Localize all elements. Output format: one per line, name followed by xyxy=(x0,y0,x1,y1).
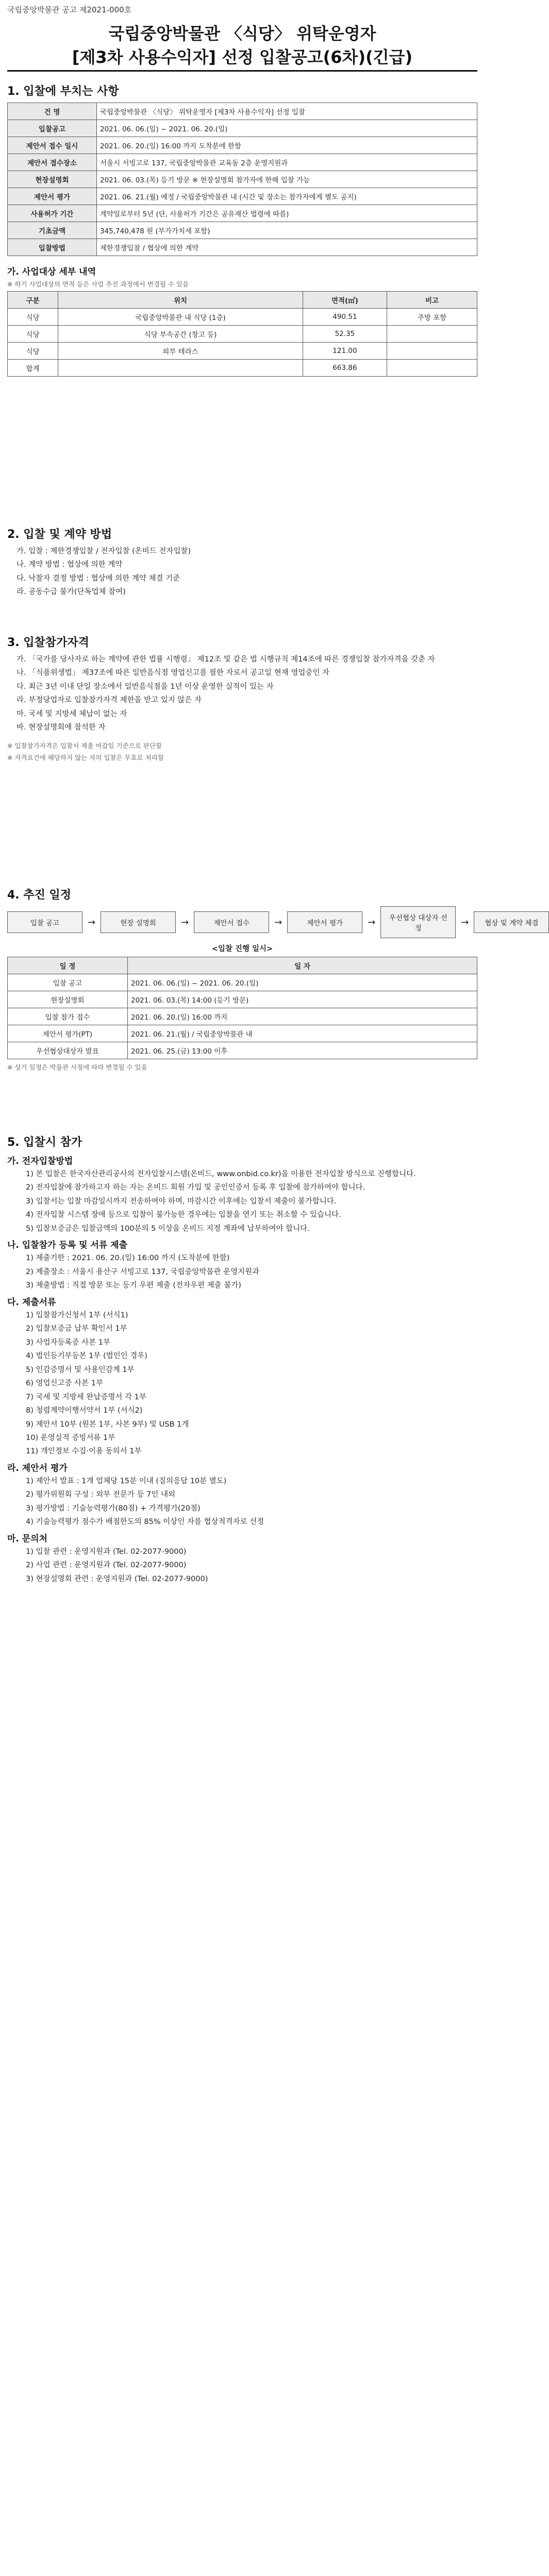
row-value: 2021. 06. 21.(월) 예정 / 국립중앙박물관 내 (시간 및 장소는 참가자에게 별도 공지) xyxy=(97,188,477,205)
row-label: 입찰공고 xyxy=(8,120,97,137)
list-item: 5) 인감증명서 및 사용인감계 1부 xyxy=(26,1365,135,1374)
schedule-step: 현장 설명회 xyxy=(101,911,176,933)
table-cell: 2021. 06. 20.(일) 16:00 까지 xyxy=(128,1008,477,1025)
section-bid-method xyxy=(7,526,477,600)
table-cell: 식당 부속공간 (창고 등) xyxy=(58,326,303,343)
section-bid-participation xyxy=(7,1133,477,1587)
schedule-note: ※ 상기 일정은 박물관 사정에 따라 변경될 수 있음 xyxy=(7,1063,147,1072)
list-item: 2) 사업 관련 : 운영지원과 (Tel. 02-2077-9000) xyxy=(26,1561,187,1570)
list-item: 나. 계약 방법 : 협상에 의한 계약 xyxy=(16,561,123,569)
section-schedule xyxy=(7,886,539,1075)
table-cell: 121.00 xyxy=(303,343,387,360)
list-item: 5) 입찰보증금은 입찰금액의 100분의 5 이상을 온비드 지정 계좌에 납부하여야 합니다. xyxy=(26,1224,310,1233)
list-item: 가. 입찰 : 제한경쟁입찰 / 전자입찰 (온비드 전자입찰) xyxy=(16,547,191,555)
list-item: 라. 공동수급 불가(단독업체 참여) xyxy=(16,588,126,597)
list-item: 3) 제출방법 : 직접 방문 또는 등기 우편 제출 (전자우편 제출 불가) xyxy=(26,1281,241,1290)
table-cell: 490.51 xyxy=(303,309,387,326)
table-row xyxy=(8,171,477,188)
list-item: 3) 평가방법 : 기술능력평가(80점) + 가격평가(20점) xyxy=(26,1504,201,1513)
list-item: 1) 제안서 발표 : 1개 업체당 15분 이내 (질의응답 10분 별도) xyxy=(26,1477,227,1485)
table-cell xyxy=(387,343,477,360)
row-label: 제안서 접수 일시 xyxy=(8,137,97,154)
list-item: 마. 국세 및 지방세 체납이 없는 자 xyxy=(16,709,127,718)
column-header: 위치 xyxy=(58,292,303,309)
table-cell: 663.86 xyxy=(303,360,387,377)
subsection-heading: 마. 문의처 xyxy=(7,1533,48,1544)
facility-table xyxy=(7,291,477,377)
row-label: 입찰방법 xyxy=(8,239,97,256)
row-value: 계약일로부터 5년 (단, 사용허가 기간은 공유재산 법령에 따름) xyxy=(97,205,477,222)
table-row xyxy=(8,1008,477,1025)
section-heading: 4. 추진 일정 xyxy=(7,889,71,902)
schedule-flow xyxy=(7,906,539,938)
table-cell: 2021. 06. 03.(목) 14:00 (등기 방문) xyxy=(128,991,477,1008)
row-label: 제안서 접수장소 xyxy=(8,154,97,171)
table-row xyxy=(8,309,477,326)
list-item: 바. 현장설명회에 참석한 자 xyxy=(16,723,106,732)
schedule-table-title: <입찰 진행 일시> xyxy=(211,945,273,953)
schedule-step: 우선협상 대상자 선정 xyxy=(380,906,456,938)
table-cell: 입찰 공고 xyxy=(8,974,128,991)
bid-overview-table xyxy=(7,103,477,256)
list-item: 나. 「식품위생법」 제37조에 따른 일반음식점 영업신고를 필한 자로서 공고일 현재 영업중인 자 xyxy=(16,669,330,677)
section-heading: 5. 입찰시 참가 xyxy=(7,1136,82,1149)
list-item: 4) 기술능력평가 점수가 배점한도의 85% 이상인 자를 협상적격자로 선정 xyxy=(26,1518,264,1527)
list-item: 가. 「국가를 당사자로 하는 계약에 관한 법률 시행령」 제12조 및 같은 법 시행규칙 제14조에 따른 경쟁입찰 참가자격을 갖춘 자 xyxy=(16,655,435,664)
schedule-step: 제안서 접수 xyxy=(194,911,269,933)
row-label: 건 명 xyxy=(8,103,97,120)
table-cell: 식당 xyxy=(8,326,58,343)
table-cell: 52.35 xyxy=(303,326,387,343)
table-cell: 현장설명회 xyxy=(8,991,128,1008)
subsection-heading: 라. 제안서 평가 xyxy=(7,1463,68,1473)
row-label: 현장설명회 xyxy=(8,171,97,188)
table-cell: 2021. 06. 06.(일) ~ 2021. 06. 20.(일) xyxy=(128,974,477,991)
schedule-step: 입찰 공고 xyxy=(7,911,82,933)
table-row xyxy=(8,991,477,1008)
row-value: 345,740,478 원 (부가가치세 포함) xyxy=(97,222,477,239)
arrow-right-icon: → xyxy=(461,917,469,928)
table-cell: 국립중앙박물관 내 식당 (1층) xyxy=(58,309,303,326)
arrow-right-icon: → xyxy=(368,917,376,928)
list-item: 11) 개인정보 수집·이용 동의서 1부 xyxy=(26,1447,142,1456)
section-bid-items xyxy=(7,82,477,377)
column-header: 일 정 xyxy=(8,957,128,974)
column-header: 구분 xyxy=(8,292,58,309)
row-value: 제한경쟁입찰 / 협상에 의한 계약 xyxy=(97,239,477,256)
table-row xyxy=(8,1042,477,1059)
row-value: 서울시 서빙고로 137, 국립중앙박물관 교육동 2층 운영지원과 xyxy=(97,154,477,171)
list-item: 6) 영업신고증 사본 1부 xyxy=(26,1379,103,1388)
table-cell: 입찰 참가 접수 xyxy=(8,1008,128,1025)
table-cell: 합계 xyxy=(8,360,58,377)
table-row xyxy=(8,360,477,377)
list-item: 다. 최근 3년 이내 단일 장소에서 일반음식점을 1년 이상 운영한 실적이 있는 자 xyxy=(16,682,274,691)
table-cell: 식당 xyxy=(8,309,58,326)
table-row xyxy=(8,222,477,239)
list-item: 3) 현장설명회 관련 : 운영지원과 (Tel. 02-2077-9000) xyxy=(26,1574,208,1583)
section-heading: 1. 입찰에 부치는 사항 xyxy=(7,85,119,98)
table-cell xyxy=(58,360,303,377)
table-row xyxy=(8,326,477,343)
table-cell xyxy=(387,326,477,343)
list-item: ※ 자격요건에 해당하지 않는 자의 입찰은 무효로 처리함 xyxy=(7,754,164,762)
table-row xyxy=(8,120,477,137)
section-heading: 2. 입찰 및 계약 방법 xyxy=(7,528,112,541)
notice-reference-number: 국립중앙박물관 공고 제2021-000호 xyxy=(7,5,132,14)
list-item: 4) 법인등기부등본 1부 (법인인 경우) xyxy=(26,1352,147,1361)
list-item: 2) 제출장소 : 서울시 용산구 서빙고로 137, 국립중앙박물관 운영지원과 xyxy=(26,1267,260,1276)
notice-title-line1: 국립중앙박물관 〈식당〉 위탁운영자 xyxy=(108,24,376,43)
row-label: 사용허가 기간 xyxy=(8,205,97,222)
arrow-right-icon: → xyxy=(181,917,189,928)
table-cell: 2021. 06. 25.(금) 13:00 이후 xyxy=(128,1042,477,1059)
row-label: 기초금액 xyxy=(8,222,97,239)
subsection-heading: 다. 제출서류 xyxy=(7,1297,56,1308)
arrow-right-icon: → xyxy=(274,917,282,928)
subsection-heading: 가. 전자입찰방법 xyxy=(7,1156,73,1166)
column-header: 비고 xyxy=(387,292,477,309)
table-row xyxy=(8,343,477,360)
table-row xyxy=(8,205,477,222)
table-cell: 주방 포함 xyxy=(387,309,477,326)
row-value: 2021. 06. 06.(일) ~ 2021. 06. 20.(일) xyxy=(97,120,477,137)
table-cell: 우선협상대상자 발표 xyxy=(8,1042,128,1059)
list-item: 다. 낙찰자 결정 방법 : 협상에 의한 계약 체결 기준 xyxy=(16,574,180,583)
table-row xyxy=(8,1025,477,1042)
table-cell: 2021. 06. 21.(월) / 국립중앙박물관 내 xyxy=(128,1025,477,1042)
table-row xyxy=(8,974,477,991)
column-header: 일 자 xyxy=(128,957,477,974)
list-item: 7) 국세 및 지방세 완납증명서 각 1부 xyxy=(26,1393,146,1401)
list-item: 2) 평가위원회 구성 : 외부 전문가 등 7인 내외 xyxy=(26,1490,175,1499)
list-item: ※ 입찰참가자격은 입찰서 제출 마감일 기준으로 판단함 xyxy=(7,741,162,750)
table-cell: 제안서 평가(PT) xyxy=(8,1025,128,1042)
list-item: 3) 입찰서는 입찰 마감일시까지 전송하여야 하며, 마감시간 이후에는 입찰서 제출이 불가합니다. xyxy=(26,1197,337,1206)
arrow-right-icon: → xyxy=(88,917,96,928)
list-item: 4) 전자입찰 시스템 장애 등으로 입찰이 불가능한 경우에는 입찰을 연기 또는 취소할 수 있습니다. xyxy=(26,1211,341,1219)
section-heading: 3. 입찰참가자격 xyxy=(7,636,89,649)
schedule-step: 제안서 평가 xyxy=(287,911,362,933)
list-item: 1) 입찰 관련 : 운영지원과 (Tel. 02-2077-9000) xyxy=(26,1547,187,1556)
notice-title-line2: [제3차 사용수익자] 선정 입찰공고(6차)(긴급) xyxy=(72,47,413,67)
list-item: 2) 입찰보증금 납부 확인서 1부 xyxy=(26,1325,127,1333)
subsection-heading: 나. 입찰참가 등록 및 서류 제출 xyxy=(7,1240,128,1251)
list-item: 1) 입찰참가신청서 1부 (서식1) xyxy=(26,1311,128,1319)
subsection-heading: 가. 사업대상 세부 내역 xyxy=(7,267,96,277)
list-item: 1) 제출기한 : 2021. 06. 20.(일) 16:00 까지 (도착분에 한함) xyxy=(26,1254,230,1263)
column-header: 면적(㎡) xyxy=(303,292,387,309)
section-eligibility xyxy=(7,634,477,765)
table-cell: 외부 테라스 xyxy=(58,343,303,360)
row-value: 2021. 06. 03.(목) 등기 방문 ※ 현장설명회 참가자에 한해 입찰 가능 xyxy=(97,171,477,188)
list-item: 1) 본 입찰은 한국자산관리공사의 전자입찰시스템(온비드, www.onbid.co.kr)을 이용한 전자입찰 방식으로 진행합니다. xyxy=(26,1170,416,1178)
table-cell: 식당 xyxy=(8,343,58,360)
row-value: 국립중앙박물관 〈식당〉 위탁운영자 [제3차 사용수익자] 선정 입찰 xyxy=(97,103,477,120)
table-cell xyxy=(387,360,477,377)
list-item: 8) 청렴계약이행서약서 1부 (서식2) xyxy=(26,1406,143,1415)
subsection-note: ※ 하기 사업대상의 면적 등은 사업 추진 과정에서 변경될 수 있음 xyxy=(7,280,189,288)
schedule-step: 협상 및 계약 체결 xyxy=(474,911,549,933)
schedule-table xyxy=(7,957,477,1059)
table-row xyxy=(8,137,477,154)
list-item: 라. 부정당업자로 입찰참가자격 제한을 받고 있지 않은 자 xyxy=(16,696,202,705)
table-row xyxy=(8,154,477,171)
list-item: 10) 운영실적 증빙서류 1부 xyxy=(26,1433,115,1442)
list-item: 3) 사업자등록증 사본 1부 xyxy=(26,1338,110,1347)
list-item: 9) 제안서 10부 (원본 1부, 사본 9부) 및 USB 1개 xyxy=(26,1420,189,1429)
title-divider xyxy=(7,70,477,72)
row-label: 제안서 평가 xyxy=(8,188,97,205)
row-value: 2021. 06. 20.(일) 16:00 까지 도착분에 한함 xyxy=(97,137,477,154)
list-item: 2) 전자입찰에 참가하고자 하는 자는 온비드 회원 가입 및 공인인증서 등록 후 입찰에 참가하여야 합니다. xyxy=(26,1183,365,1192)
table-row xyxy=(8,188,477,205)
table-row xyxy=(8,239,477,256)
table-row xyxy=(8,103,477,120)
